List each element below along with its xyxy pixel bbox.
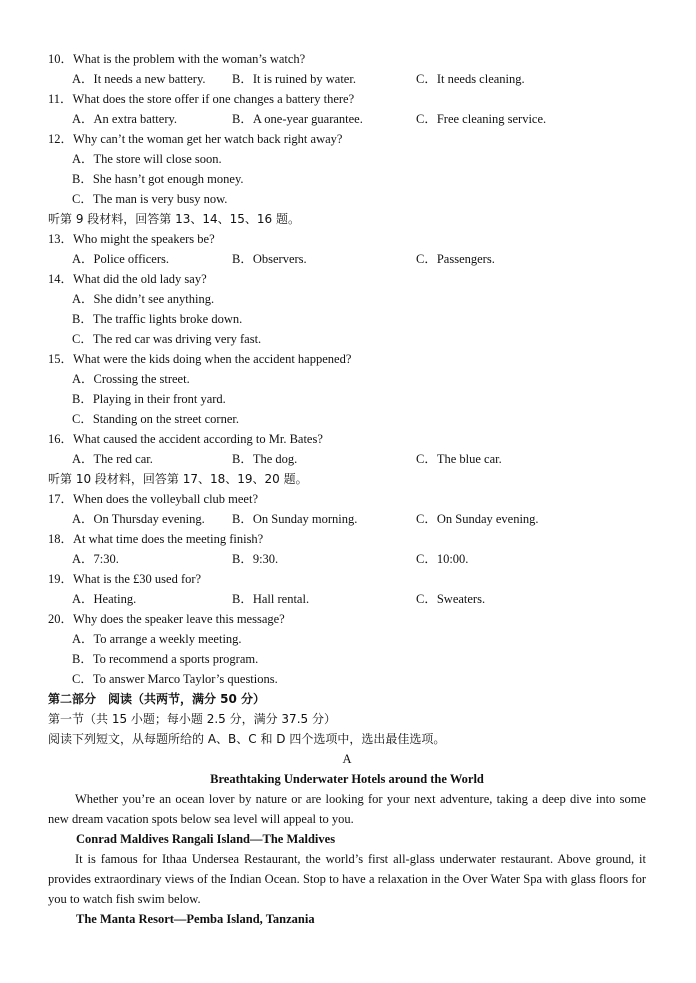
option-c: C．10:00. <box>416 552 469 566</box>
option-c: C．Sweaters. <box>416 592 486 606</box>
option-b: B．It is ruined by water. <box>232 72 356 86</box>
question-17: 17．When does the volleyball club meet? <box>48 492 259 506</box>
question-11-options <box>72 109 632 129</box>
option-a: A．The red car. <box>72 452 153 466</box>
instruction-material-9: 听第 9 段材料，回答第 13、14、15、16 题。 <box>48 212 300 226</box>
option-b: B．Observers. <box>232 252 307 266</box>
hotel-2-name: The Manta Resort—Pemba Island, Tanzania <box>76 912 315 926</box>
question-14: 14．What did the old lady say? <box>48 272 207 286</box>
option-a: A．Crossing the street. <box>72 372 190 386</box>
question-12: 12．Why can’t the woman get her watch back right away? <box>48 132 343 146</box>
option-c: C．Free cleaning service. <box>416 112 547 126</box>
option-b: B．9:30. <box>232 552 279 566</box>
question-13: 13．Who might the speakers be? <box>48 232 215 246</box>
option-b: B．To recommend a sports program. <box>72 652 259 666</box>
hotel-1-name: Conrad Maldives Rangali Island—The Maldives <box>76 832 336 846</box>
question-20: 20．Why does the speaker leave this message? <box>48 612 285 626</box>
question-18: 18．At what time does the meeting finish? <box>48 532 264 546</box>
question-10-options <box>72 69 632 89</box>
option-a: A．On Thursday evening. <box>72 512 205 526</box>
question-10: 10．What is the problem with the woman’s watch? <box>48 52 306 66</box>
option-a: A．It needs a new battery. <box>72 72 206 86</box>
question-19: 19．What is the £30 used for? <box>48 572 202 586</box>
passage-intro: Whether you’re an ocean lover by nature or are looking for your next adventure, taking a deep dive into some new dream vacation spots below sea level will appeal to you. <box>48 792 646 826</box>
option-c: C．Passengers. <box>416 252 495 266</box>
question-13-options <box>72 249 632 269</box>
question-17-options <box>72 509 632 529</box>
option-a: A．Heating. <box>72 592 137 606</box>
option-a: A．Police officers. <box>72 252 169 266</box>
option-b: B．On Sunday morning. <box>232 512 358 526</box>
reading-directions: 阅读下列短文，从每题所给的 A、B、C 和 D 四个选项中，选出最佳选项。 <box>48 732 446 746</box>
question-15: 15．What were the kids doing when the accident happened? <box>48 352 352 366</box>
hotel-1-text: It is famous for Ithaa Undersea Restaurant, the world’s first all-glass underwater restaurant. Above ground, it provides extraordinary views of the Indian Ocean. Stop to have a relaxation in the Over Water Spa with glass floors for you to watch fish swim below. <box>48 852 646 906</box>
option-b: B．Hall rental. <box>232 592 310 606</box>
option-c: C．To answer Marco Taylor’s questions. <box>72 672 278 686</box>
option-c: C．The red car was driving very fast. <box>72 332 262 346</box>
option-c: C．The man is very busy now. <box>72 192 228 206</box>
passage-letter: A <box>342 752 352 766</box>
option-a: A．She didn’t see anything. <box>72 292 215 306</box>
question-18-options <box>72 549 632 569</box>
question-19-options <box>72 589 632 609</box>
question-16-options <box>72 449 632 469</box>
option-c: C．On Sunday evening. <box>416 512 539 526</box>
option-b: B．A one-year guarantee. <box>232 112 363 126</box>
question-11: 11．What does the store offer if one changes a battery there? <box>48 92 355 106</box>
part2-heading: 第二部分 阅读（共两节，满分 50 分） <box>48 692 266 706</box>
option-c: C．The blue car. <box>416 452 502 466</box>
option-a: A．7:30. <box>72 552 119 566</box>
passage-title: Breathtaking Underwater Hotels around the World <box>210 772 484 786</box>
instruction-material-10: 听第 10 段材料，回答第 17、18、19、20 题。 <box>48 472 308 486</box>
option-c: C．It needs cleaning. <box>416 72 525 86</box>
question-16: 16．What caused the accident according to Mr. Bates? <box>48 432 323 446</box>
section1-heading: 第一节（共 15 小题；每小题 2.5 分，满分 37.5 分） <box>48 712 336 726</box>
option-a: A．To arrange a weekly meeting. <box>72 632 242 646</box>
option-b: B．The traffic lights broke down. <box>72 312 243 326</box>
option-a: A．The store will close soon. <box>72 152 222 166</box>
option-b: B．She hasn’t got enough money. <box>72 172 244 186</box>
option-a: A．An extra battery. <box>72 112 178 126</box>
option-b: B．Playing in their front yard. <box>72 392 226 406</box>
option-b: B．The dog. <box>232 452 298 466</box>
option-c: C．Standing on the street corner. <box>72 412 239 426</box>
